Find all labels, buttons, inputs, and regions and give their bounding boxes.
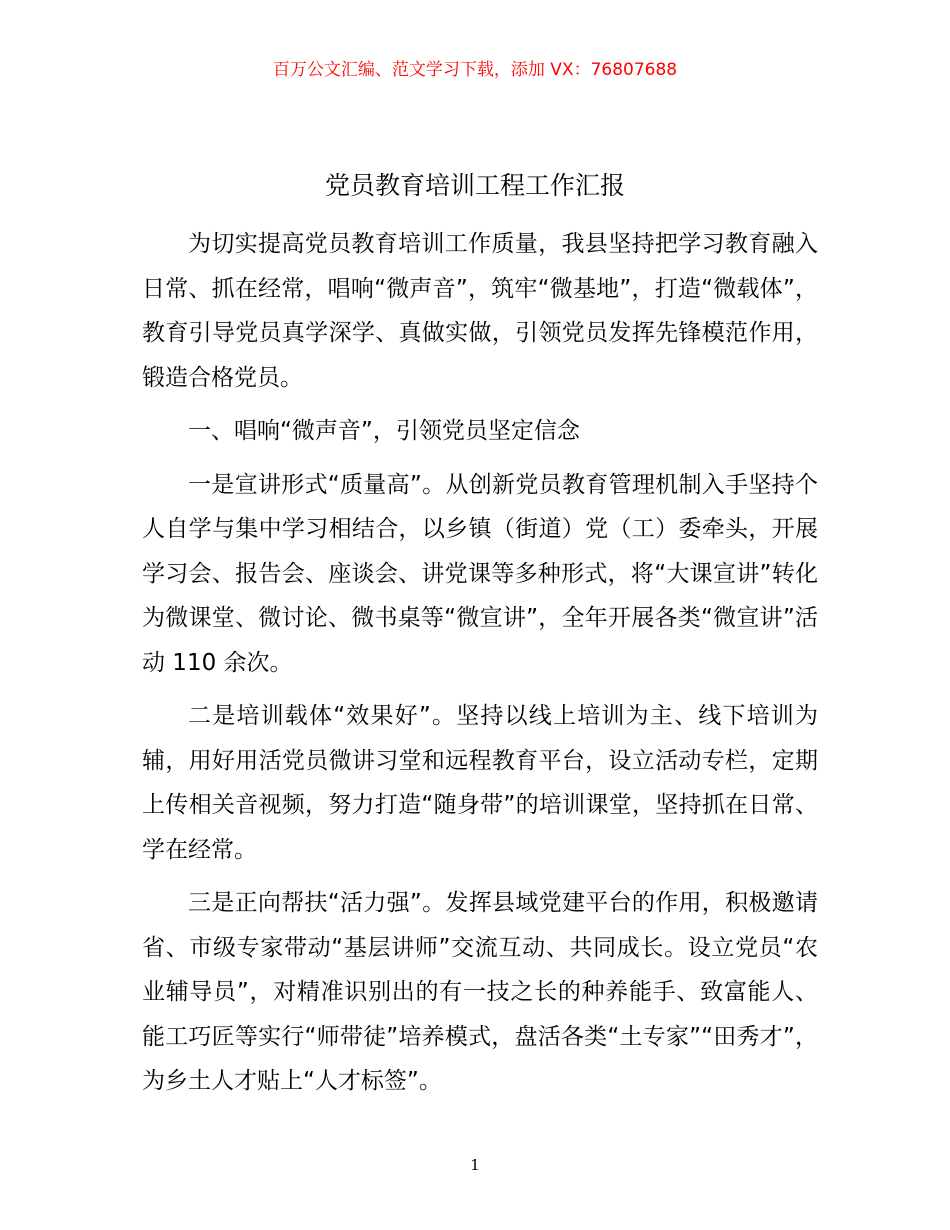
paragraph-item-1: 一是宣讲形式“质量高”。从创新党员教育管理机制入手坚持个人自学与集中学习相结合，以乡镇（街道）党（工）委牵头，开展学习会、报告会、座谈会、讲党课等多种形式，将“大课宣讲”转化为微课堂、微讨论、微书桌等“微宣讲”，全年开展各类“微宣讲”活动 110 余次。 bbox=[142, 471, 818, 676]
document-body bbox=[142, 222, 818, 1113]
paragraph-item-2: 二是培训载体“效果好”。坚持以线上培训为主、线下培训为辅，用好用活党员微讲习堂和远程教育平台，设立活动专栏，定期上传相关音视频，努力打造“随身带”的培训课堂，坚持抓在日常、学在经常。 bbox=[142, 703, 818, 863]
document-title: 党员教育培训工程工作汇报 bbox=[324, 171, 625, 200]
page-number: 1 bbox=[470, 1156, 480, 1174]
paragraph-item-3: 三是正向帮扶“活力强”。发挥县域党建平台的作用，积极邀请省、市级专家带动“基层讲师”交流互动、共同成长。设立党员“农业辅导员”，对精准识别出的有一技之长的种养能手、致富能人、能工巧匠等实行“师带徒”培养模式，盘活各类“土专家”“田秀才”，为乡土人才贴上“人才标签”。 bbox=[142, 890, 818, 1094]
section-heading-1: 一、唱响“微声音”，引领党员坚定信念 bbox=[188, 418, 580, 444]
intro-paragraph: 为切实提高党员教育培训工作质量，我县坚持把学习教育融入日常、抓在经常，唱响“微声音”，筑牢“微基地”，打造“微载体”，教育引导党员真学深学、真做实做，引领党员发挥先锋模范作用，锻造合格党员。 bbox=[142, 231, 818, 391]
header-banner: 百万公文汇编、范文学习下载，添加 VX：76807688 bbox=[272, 60, 678, 80]
